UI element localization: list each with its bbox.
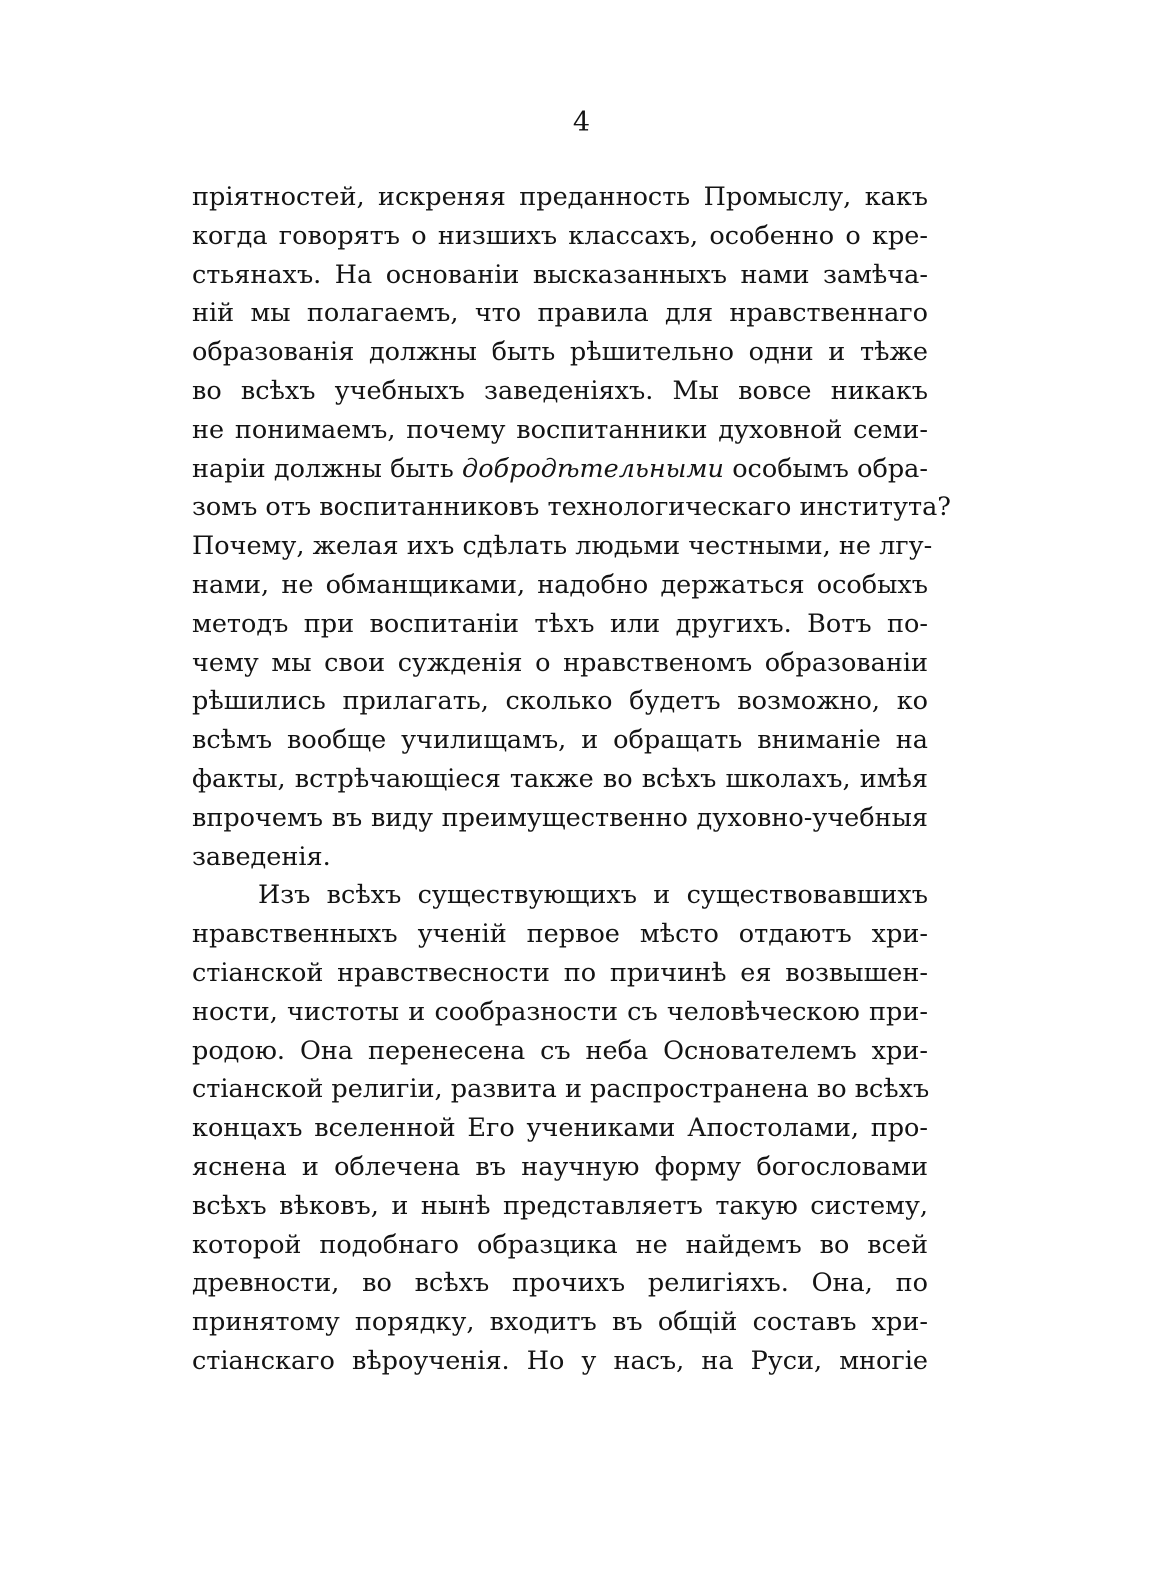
text-line: чему мы свои сужденія о нравственомъ образованіи: [192, 647, 928, 678]
text-line: стіанскаго вѣроученія. Но у насъ, на Руси, многіе: [192, 1345, 928, 1376]
text-line: пріятностей, искреняя преданность Промыслу, какъ: [192, 182, 928, 212]
text-line: стіанской религіи, развита и распространена во всѣхъ: [192, 1074, 930, 1105]
text-line: всѣхъ вѣковъ, и нынѣ представляетъ такую систему,: [192, 1190, 928, 1221]
line-start: наріи должны быть: [192, 453, 463, 484]
text-line: во всѣхъ учебныхъ заведеніяхъ. Мы вовсе никакъ: [192, 375, 928, 406]
text-line: всѣмъ вообще училищамъ, и обращать вниманіе на: [192, 725, 928, 756]
text-line-with-emphasis: [192, 450, 928, 489]
text-line: нами, не обманщиками, надобно держаться особыхъ: [192, 569, 928, 600]
text-line: заведенія.: [192, 841, 331, 872]
text-line: факты, встрѣчающіеся также во всѣхъ школахъ, имѣя: [192, 763, 928, 794]
text-line: рѣшились прилагать, сколько будетъ возможно, ко: [192, 686, 928, 717]
text-line: впрочемъ въ виду преимущественно духовно-учебныя: [192, 802, 928, 833]
text-line: принятому порядку, входитъ въ общій составъ хри-: [192, 1307, 928, 1338]
text-line: образованія должны быть рѣшительно одни и тѣже: [192, 337, 928, 368]
body-text: [192, 178, 951, 1381]
text-line: концахъ вселенной Его учениками Апостолами, про-: [192, 1113, 928, 1144]
text-line: древности, во всѣхъ прочихъ религіяхъ. Она, по: [192, 1268, 928, 1299]
text-line: стьянахъ. На основаніи высказанныхъ нами замѣча-: [192, 259, 928, 290]
emphasized-word: добродѣтельными: [462, 453, 724, 484]
text-line-indented: Изъ всѣхъ существующихъ и существовавшихъ: [258, 880, 928, 911]
text-line: Почему, желая ихъ сдѣлать людьми честными, не лгу-: [192, 531, 933, 562]
text-line: яснена и облечена въ научную форму богословами: [192, 1151, 928, 1182]
text-line: когда говорятъ о низшихъ классахъ, особенно о кре-: [192, 220, 928, 251]
text-line: стіанской нравствесности по причинѣ ея возвышен-: [192, 957, 928, 988]
text-line: ній мы полагаемъ, что правила для нравственнаго: [192, 298, 928, 329]
text-line: которой подобнаго образцика не найдемъ во всей: [192, 1229, 928, 1260]
page-number: 4: [572, 107, 591, 138]
text-line: родою. Она перенесена съ неба Основателемъ хри-: [192, 1035, 928, 1066]
text-line: ности, чистоты и сообразности съ человѣческою при-: [192, 996, 928, 1027]
text-line: не понимаемъ, почему воспитанники духовной семи-: [192, 414, 928, 445]
text-line: зомъ отъ воспитанниковъ технологическаго института?: [192, 492, 951, 523]
text-line: нравственныхъ ученій первое мѣсто отдаютъ хри-: [192, 919, 928, 950]
text-line: методъ при воспитаніи тѣхъ или другихъ. Вотъ по-: [192, 608, 928, 639]
line-end: особымъ обра-: [723, 453, 928, 484]
